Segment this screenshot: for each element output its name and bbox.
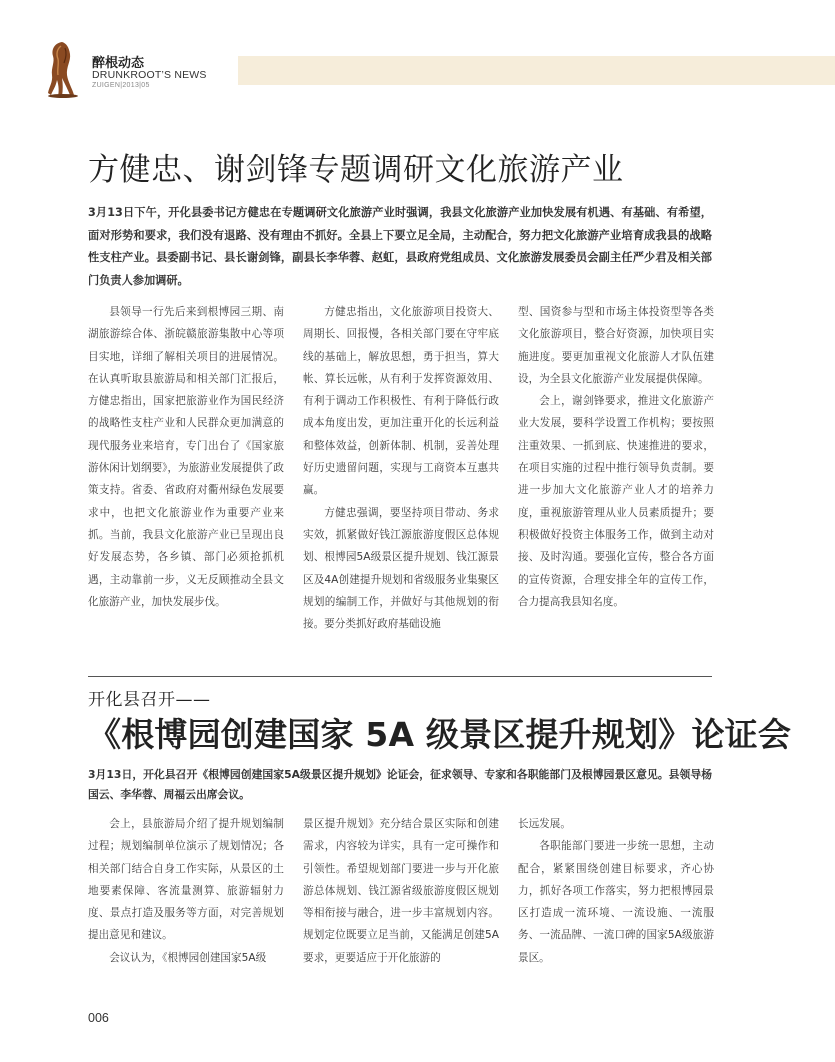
body-column-1 — [88, 301, 284, 635]
article-review-meeting — [88, 688, 792, 805]
article-lead: 3月13日下午，开化县委书记方健忠在专题调研文化旅游产业时强调，我县文化旅游产业加快发展有机遇、有基础、有希望，面对形势和要求，我们没有退路、没有理由不抓好。全县上下要立足全局，主动配合，努力把文化旅游产业培育成我县的战略性支柱产业。县委副书记、县长谢剑锋，副县长李华蓉、赵虹，县政府党组成员、文化旅游发展委员会副主任严少君及相关部门负责人参加调研。 — [88, 206, 712, 287]
body-column-2 — [303, 301, 499, 635]
article-body-columns — [88, 813, 714, 969]
page-header — [0, 0, 835, 110]
body-column-2 — [303, 813, 499, 969]
article-lead: 3月13日，开化县召开《根博园创建国家5A级景区提升规划》论证会，征求领导、专家和各职能部门及根博园景区意见。县领导杨国云、李华蓉、周福云出席会议。 — [88, 768, 712, 801]
issue-label: ZUIGEN|2013|05 — [92, 82, 150, 89]
article-divider — [88, 676, 712, 677]
body-column-1 — [88, 813, 284, 969]
body-column-3 — [518, 813, 714, 969]
paragraph: 会上，县旅游局介绍了提升规划编制过程；规划编制单位演示了规划情况；各相关部门结合自身工作实际，从景区的土地要素保障、客流量测算、旅游辐射力度、景点打造及服务等方面，对完善规划提出意见和建议。 — [88, 818, 284, 942]
paragraph: 会议认为，《根博园创建国家5A级 — [109, 951, 267, 964]
article-body-columns — [88, 301, 714, 635]
body-column-3 — [518, 301, 714, 635]
root-carving-logo-icon — [46, 40, 80, 98]
section-title-en: DRUNKROOT’S NEWS — [92, 69, 207, 81]
page-number: 006 — [88, 1011, 109, 1025]
paragraph: 县领导一行先后来到根博园三期、南湖旅游综合体、浙皖赣旅游集散中心等项目实地，详细了解相关项目的进展情况。在认真听取县旅游局和相关部门汇报后，方健忠指出，国家把旅游业作为国民经济的战略性支柱产业和人民群众更加满意的现代服务业来培育，专门出台了《国家旅游休闲计划纲要》，为旅游业发展提供了政策支持。省委、省政府对衢州绿色发展要求中，也把文化旅游业作为重要产业来抓。当前，我县文化旅游产业已呈现出良好发展态势，各乡镇、部门必须抢抓机遇，主动靠前一步，义无反顾推动全县文化旅游产业，加快发展步伐。 — [88, 306, 284, 608]
paragraph: 方健忠强调，要坚持项目带动、务求实效，抓紧做好钱江源旅游度假区总体规划、根博园5A级景区提升规划、钱江源景区及4A创建提升规划和省级服务业集聚区规划的编制工作，并做好与其他规划的衔接。要分类抓好政府基础设施 — [303, 506, 499, 631]
paragraph: 各职能部门要进一步统一思想，主动配合，紧紧围绕创建目标要求，齐心协力，抓好各项工作落实，努力把根博园景区打造成一流环境、一流设施、一流服务、一流品牌、一流口碑的国家5A级旅游景区。 — [518, 840, 714, 964]
section-title-cn: 醉根动态 — [92, 56, 145, 71]
paragraph: 型、国资参与型和市场主体投资型等各类文化旅游项目，整合好资源，加快项目实施进度。要更加重视文化旅游人才队伍建设，为全县文化旅游产业发展提供保障。 — [518, 306, 714, 385]
article-title: 《根博园创建国家 5A 级景区提升规划》论证会 — [88, 715, 792, 754]
header-band — [238, 56, 835, 85]
article-title: 方健忠、谢剑锋专题调研文化旅游产业 — [88, 152, 624, 188]
article-research — [88, 148, 712, 292]
article-kicker: 开化县召开—— — [88, 690, 211, 710]
paragraph: 景区提升规划》充分结合景区实际和创建需求，内容较为详实，具有一定可操作和引领性。希望规划部门要进一步与开化旅游总体规划、钱江源省级旅游度假区规划等相衔接与融合，进一步丰富规划内容。规划定位既要立足当前，又能满足创建5A要求，更要适应于开化旅游的 — [303, 818, 499, 964]
paragraph: 长远发展。 — [518, 818, 571, 830]
paragraph: 会上，谢剑锋要求，推进文化旅游产业大发展，要科学设置工作机构；要按照注重效果、一抓到底、快速推进的要求，在项目实施的过程中推行领导负责制。要进一步加大文化旅游产业人才的培养力度，重视旅游管理从业人员素质提升；要积极做好投资主体服务工作，做到主动对接、及时沟通。要强化宣传，整合各方面的宣传资源，合理安排全年的宣传工作，合力提高我县知名度。 — [518, 395, 714, 608]
paragraph: 方健忠指出，文化旅游项目投资大、周期长、回报慢，各相关部门要在守牢底线的基础上，解放思想，勇于担当，算大帐、算长远帐，从有利于发挥资源效用、有利于调动工作积极性、有利于降低行政成本角度出发，更加注重开化的长远利益和整体效益，创新体制、机制，妥善处理好历史遗留问题，实现与工商资本互惠共赢。 — [303, 306, 499, 497]
